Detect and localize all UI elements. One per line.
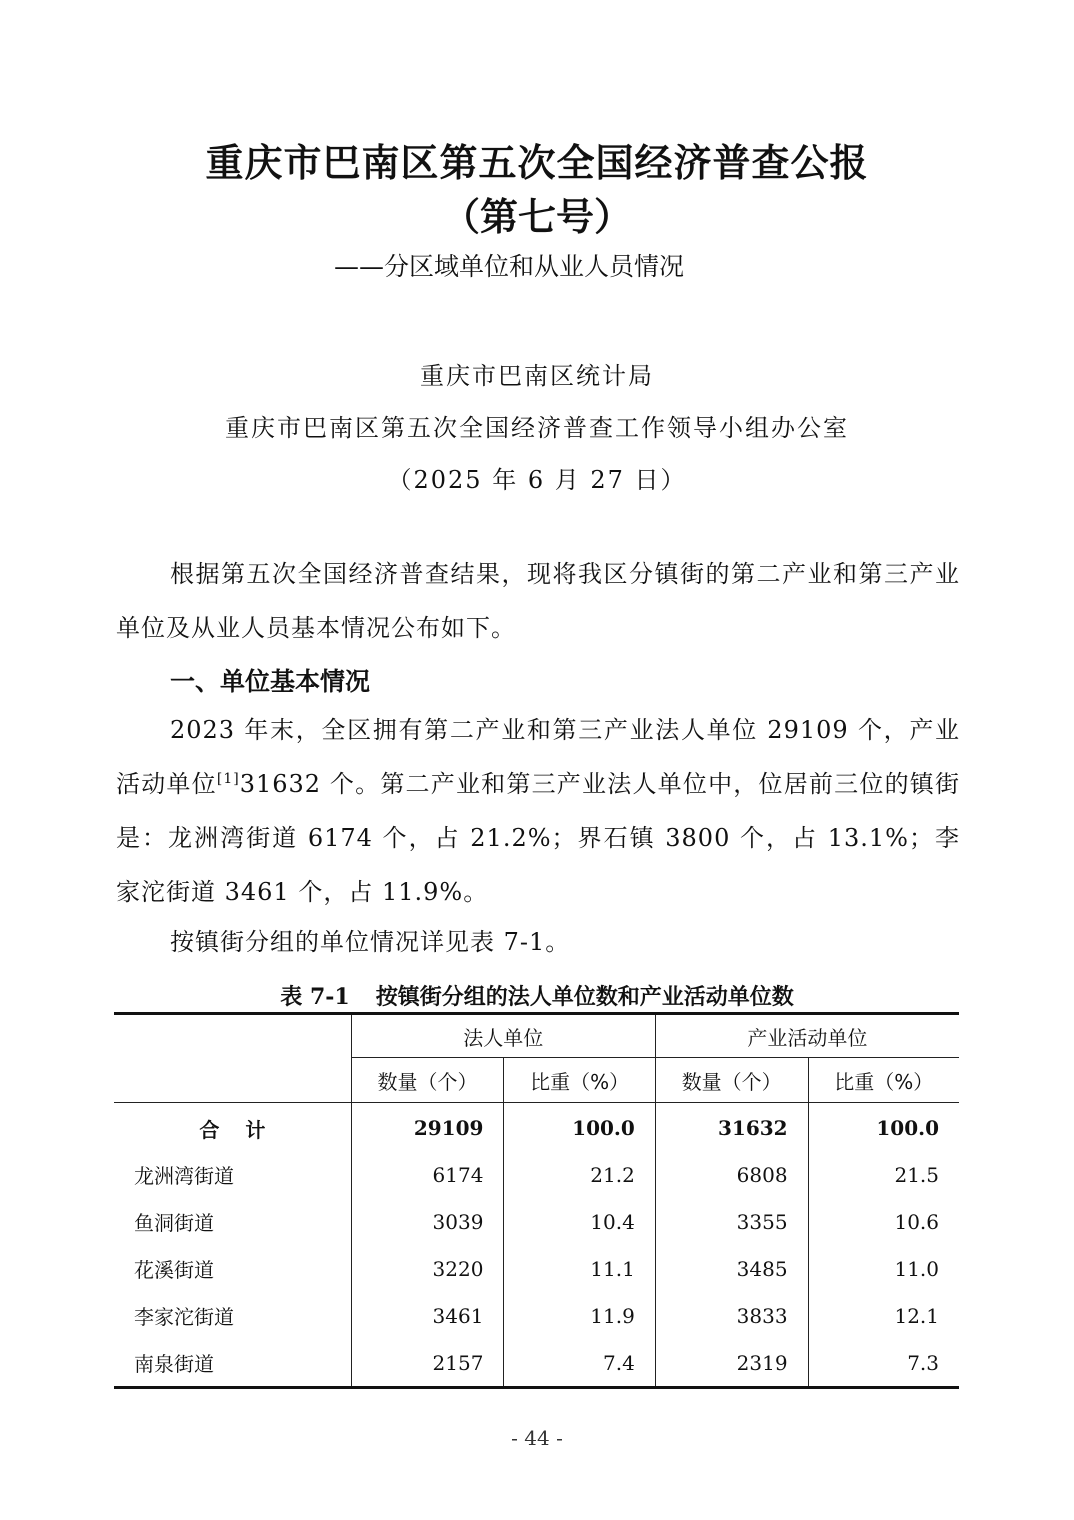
table-number: 表 7-1: [280, 984, 350, 1010]
row-activity-share: 7.3: [808, 1339, 959, 1388]
table-row: [114, 1151, 959, 1198]
row-town-name: 花溪街道: [134, 1258, 214, 1282]
table-caption: [0, 980, 1074, 1011]
row-activity-count: 3355: [655, 1198, 808, 1245]
header-activity-count: 数量（个）: [655, 1058, 808, 1103]
row-legal-share: 21.2: [504, 1151, 655, 1198]
intro-paragraph: 根据第五次全国经济普查结果，现将我区分镇街的第二产业和第三产业单位及从业人员基本情况公布如下。: [116, 560, 960, 642]
row-town-name: 鱼洞街道: [134, 1211, 214, 1235]
table-group-header-row: [114, 1014, 959, 1058]
row-legal-share: 11.1: [504, 1245, 655, 1292]
units-text-part1: 2023 年末，全区拥有第二产业和第三产业法人单位 29109 个，产业活动单位: [116, 716, 960, 798]
subtitle-text: ——分区域单位和从业人员情况: [334, 252, 685, 281]
header-legal-share: 比重（%）: [504, 1058, 655, 1103]
table-row: [114, 1198, 959, 1245]
header-activity-units: 产业活动单位: [655, 1014, 959, 1058]
row-town-name: 龙洲湾街道: [134, 1164, 234, 1188]
total-activity-count: 31632: [655, 1103, 808, 1152]
footnote-marker[interactable]: [1]: [216, 771, 240, 787]
table-reference-paragraph: 按镇街分组的单位情况详见表 7-1。: [170, 928, 571, 956]
document-title: 重庆市巴南区第五次全国经济普查公报: [205, 141, 869, 185]
bulletin-number: （第七号）: [441, 195, 632, 239]
table-title: 按镇街分组的法人单位数和产业活动单位数: [375, 984, 794, 1010]
table-row: [114, 1245, 959, 1292]
row-legal-count: 6174: [351, 1151, 504, 1198]
row-town-name: 李家沱街道: [134, 1305, 234, 1329]
header-legal-count: 数量（个）: [351, 1058, 504, 1103]
row-town-name: 南泉街道: [114, 1339, 351, 1388]
issuer-office: 重庆市巴南区第五次全国经济普查工作领导小组办公室: [225, 414, 849, 442]
total-legal-share: 100.0: [504, 1103, 655, 1152]
total-label: 合计: [114, 1103, 351, 1152]
row-legal-count: 3220: [351, 1245, 504, 1292]
row-legal-count: 2157: [351, 1339, 504, 1388]
row-legal-share: 11.9: [504, 1292, 655, 1339]
units-paragraph: [116, 703, 960, 919]
row-activity-share: 10.6: [808, 1198, 959, 1245]
header-activity-share: 比重（%）: [808, 1058, 959, 1103]
row-activity-count: 3833: [655, 1292, 808, 1339]
total-activity-share: 100.0: [808, 1103, 959, 1152]
page-number: - 44 -: [511, 1426, 563, 1450]
row-activity-share: 21.5: [808, 1151, 959, 1198]
total-legal-count: 29109: [351, 1103, 504, 1152]
table-row: [114, 1292, 959, 1339]
row-legal-count: 3461: [351, 1292, 504, 1339]
header-legal-units: 法人单位: [351, 1014, 655, 1058]
row-legal-count: 3039: [351, 1198, 504, 1245]
row-activity-share: 12.1: [808, 1292, 959, 1339]
row-activity-count: 3485: [655, 1245, 808, 1292]
issuer-bureau: 重庆市巴南区统计局: [420, 362, 654, 390]
section-heading: 一、单位基本情况: [170, 667, 371, 696]
units-text-part2: 31632 个。第二产业和第三产业法人单位中，位居前三位的镇街是：龙洲湾街道 6174 个，占 21.2%；界石镇 3800 个，占 13.1%；李家沱街道 3461 个，占 11.9%。: [116, 770, 960, 906]
row-activity-count: 6808: [655, 1151, 808, 1198]
row-legal-share: 7.4: [504, 1339, 655, 1388]
table-row: [114, 1339, 959, 1388]
issue-date: （2025 年 6 月 27 日）: [387, 466, 687, 494]
units-by-town-table: [114, 1012, 959, 1389]
row-legal-share: 10.4: [504, 1198, 655, 1245]
row-activity-count: 2319: [655, 1339, 808, 1388]
table-total-row: [114, 1103, 959, 1152]
row-activity-share: 11.0: [808, 1245, 959, 1292]
header-blank-cell: [114, 1014, 351, 1103]
